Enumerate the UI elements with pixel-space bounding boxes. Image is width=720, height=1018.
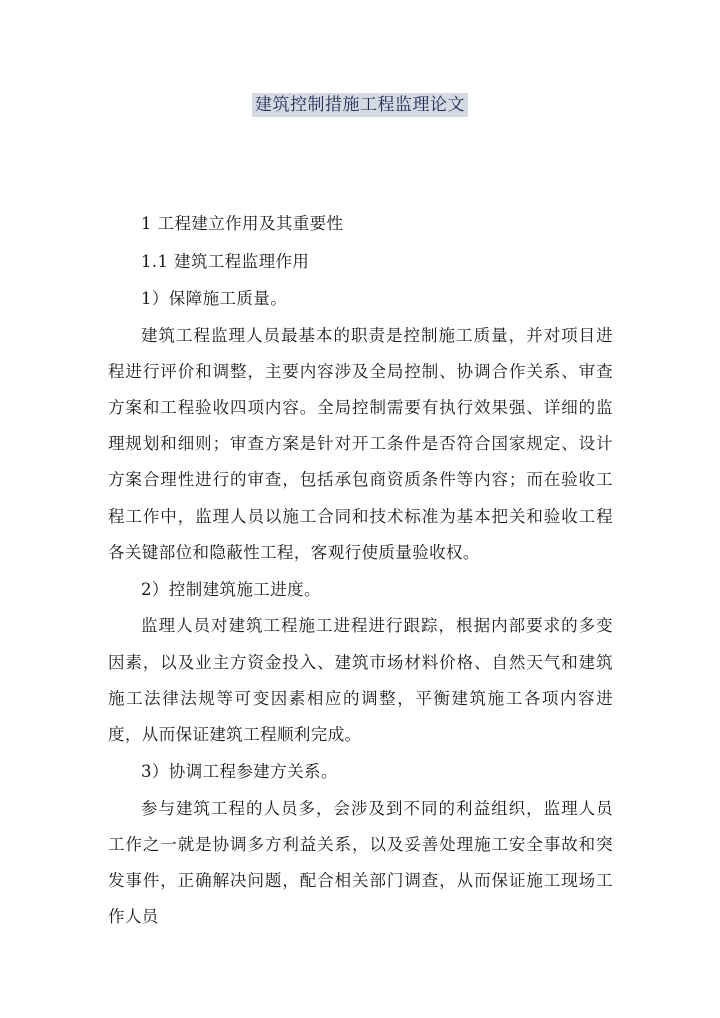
document-title: 建筑控制措施工程监理论文 [252, 93, 468, 117]
section-heading-1: 1 工程建立作用及其重要性 [141, 214, 344, 233]
item-heading-1: 1）保障施工质量。 [141, 289, 288, 308]
item-heading-3: 3）协调工程参建方关系。 [141, 762, 338, 782]
document-body [108, 205, 613, 936]
item-heading-2: 2）控制建筑施工进度。 [141, 579, 321, 599]
item-paragraph-3: 参与建筑工程的人员多，会涉及到不同的利益组织，监理人员工作之一就是协调多方利益关系，以及妥善处理施工安全事故和突发事件，正确解决问题，配合相关部门调查，从而保证施工现场工作人员 [108, 798, 613, 927]
section-heading-1-1: 1.1 建筑工程监理作用 [141, 251, 310, 271]
title-container [0, 93, 720, 117]
item-paragraph-2: 监理人员对建筑工程施工进程进行跟踪，根据内部要求的多变因素，以及业主方资金投入、建筑市场材料价格、自然天气和建筑施工法律法规等可变因素相应的调整，平衡建筑施工各项内容进度，从而保证建筑工程顺利完成。 [108, 616, 613, 745]
item-paragraph-1: 建筑工程监理人员最基本的职责是控制施工质量，并对项目进程进行评价和调整，主要内容涉及全局控制、协调合作关系、审查方案和工程验收四项内容。全局控制需要有执行效果强、详细的监理规划和细则；审查方案是针对开工条件是否符合国家规定、设计方案合理性进行的审查，包括承包商资质条件等内容；而在验收工程工作中，监理人员以施工合同和技术标准为基本把关和验收工程各关键部位和隐蔽性工程，客观行使质量验收权。 [108, 325, 613, 562]
